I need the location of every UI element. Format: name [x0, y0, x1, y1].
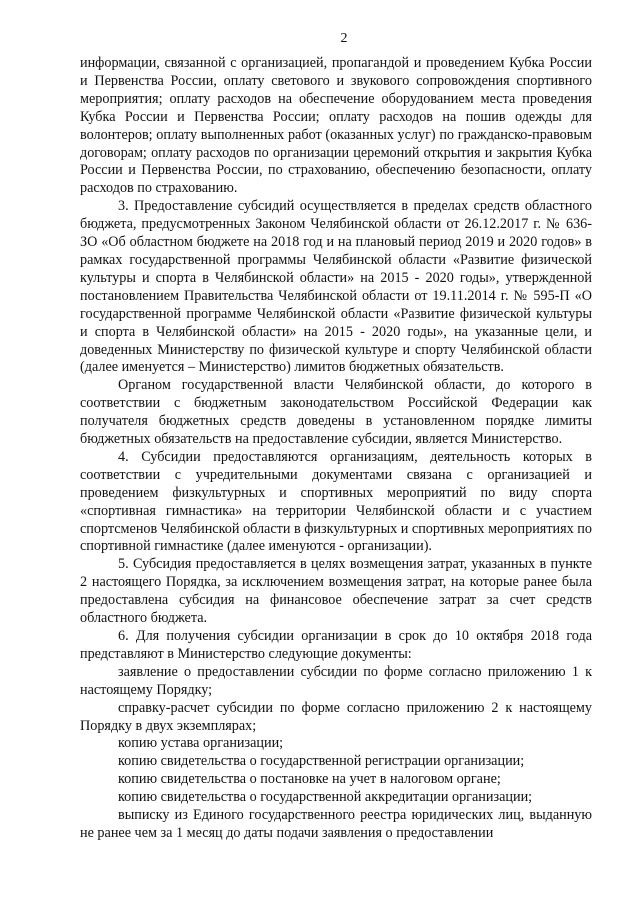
page-number: 2 — [340, 31, 348, 46]
list-item: выписку из Единого государственного реестра юридических лиц, выданную не ранее чем за 1 месяц до даты подачи заявления о предоставлении — [80, 807, 592, 841]
list-item: копию свидетельства о постановке на учет в налоговом органе; — [118, 771, 501, 788]
list-item: справку-расчет субсидии по форме согласно приложению 2 к настоящему Порядку в двух экземплярах; — [80, 699, 592, 734]
paragraph-item-5: 5. Субсидия предоставляется в целях возмещения затрат, указанных в пункте 2 настоящего Порядка, за исключением возмещения затрат, на которые ранее была предоставлена субсидия на финансовое обеспечение затрат за счет средств областного бюджета. — [80, 556, 592, 627]
list-item: копию свидетельства о государственной регистрации организации; — [118, 753, 525, 770]
paragraph-item-3: 3. Предоставление субсидий осуществляется в пределах средств областного бюджета, предусмотренных Законом Челябинской области от 26.12.2017 г. № 636-ЗО «Об областном бюджете на 2018 год и на плановый период 2019 и 2020 годов» в рамках государственной программы Челябинской области «Развитие физической культуры и спорта в Челябинской области» на 2015 - 2020 годы», утвержденной постановлением Правительства Челябинской области от 19.11.2014 г. № 595-П «О государственной программе Челябинской области «Развитие физической культуры и спорта в Челябинской области» на 2015 - 2020 годы», на указанные цели, и доведенных Министерству по физической культуре и спорту Челябинской области (далее именуется – Министерство) лимитов бюджетных обязательств. — [80, 198, 592, 376]
list-item: копию свидетельства о государственной аккредитации организации; — [118, 789, 533, 806]
document-body — [80, 55, 592, 843]
paragraph-item-6: 6. Для получения субсидии организации в срок до 10 октября 2018 года представляют в Министерство следующие документы: — [80, 628, 592, 662]
list-item: заявление о предоставлении субсидии по форме согласно приложению 1 к настоящему Порядку; — [80, 663, 592, 698]
paragraph-authority: Органом государственной власти Челябинской области, до которого в соответствии с бюджетным законодательством Российской Федерации как получателя бюджетных средств доведены в установленном порядке лимиты бюджетных обязательств на предоставление субсидии, является Министерство. — [80, 377, 592, 448]
paragraph-continuation: информации, связанной с организацией, пропагандой и проведением Кубка России и Первенства России, оплату светового и звукового сопровождения спортивного мероприятия; оплату расходов на обеспечение оборудованием места проведения Кубка России и Первенства России; оплату расходов на пошив одежды для волонтеров; оплату выполненных работ (оказанных услуг) по гражданско-правовым договорам; оплату расходов по организации церемоний открытия и закрытия Кубка России и Первенства России, по страхованию, обеспечению безопасности, оплату расходов по страхованию. — [80, 55, 592, 197]
list-item: копию устава организации; — [118, 735, 284, 752]
paragraph-item-4: 4. Субсидии предоставляются организациям, деятельность которых в соответствии с учредительными документами связана с организацией и проведением физкультурных и спортивных мероприятий по виду спорта «спортивная гимнастика» на территории Челябинской области и с участием спортсменов Челябинской области в физкультурных и спортивных мероприятиях по спортивной гимнастике (далее именуются - организации). — [80, 448, 592, 555]
